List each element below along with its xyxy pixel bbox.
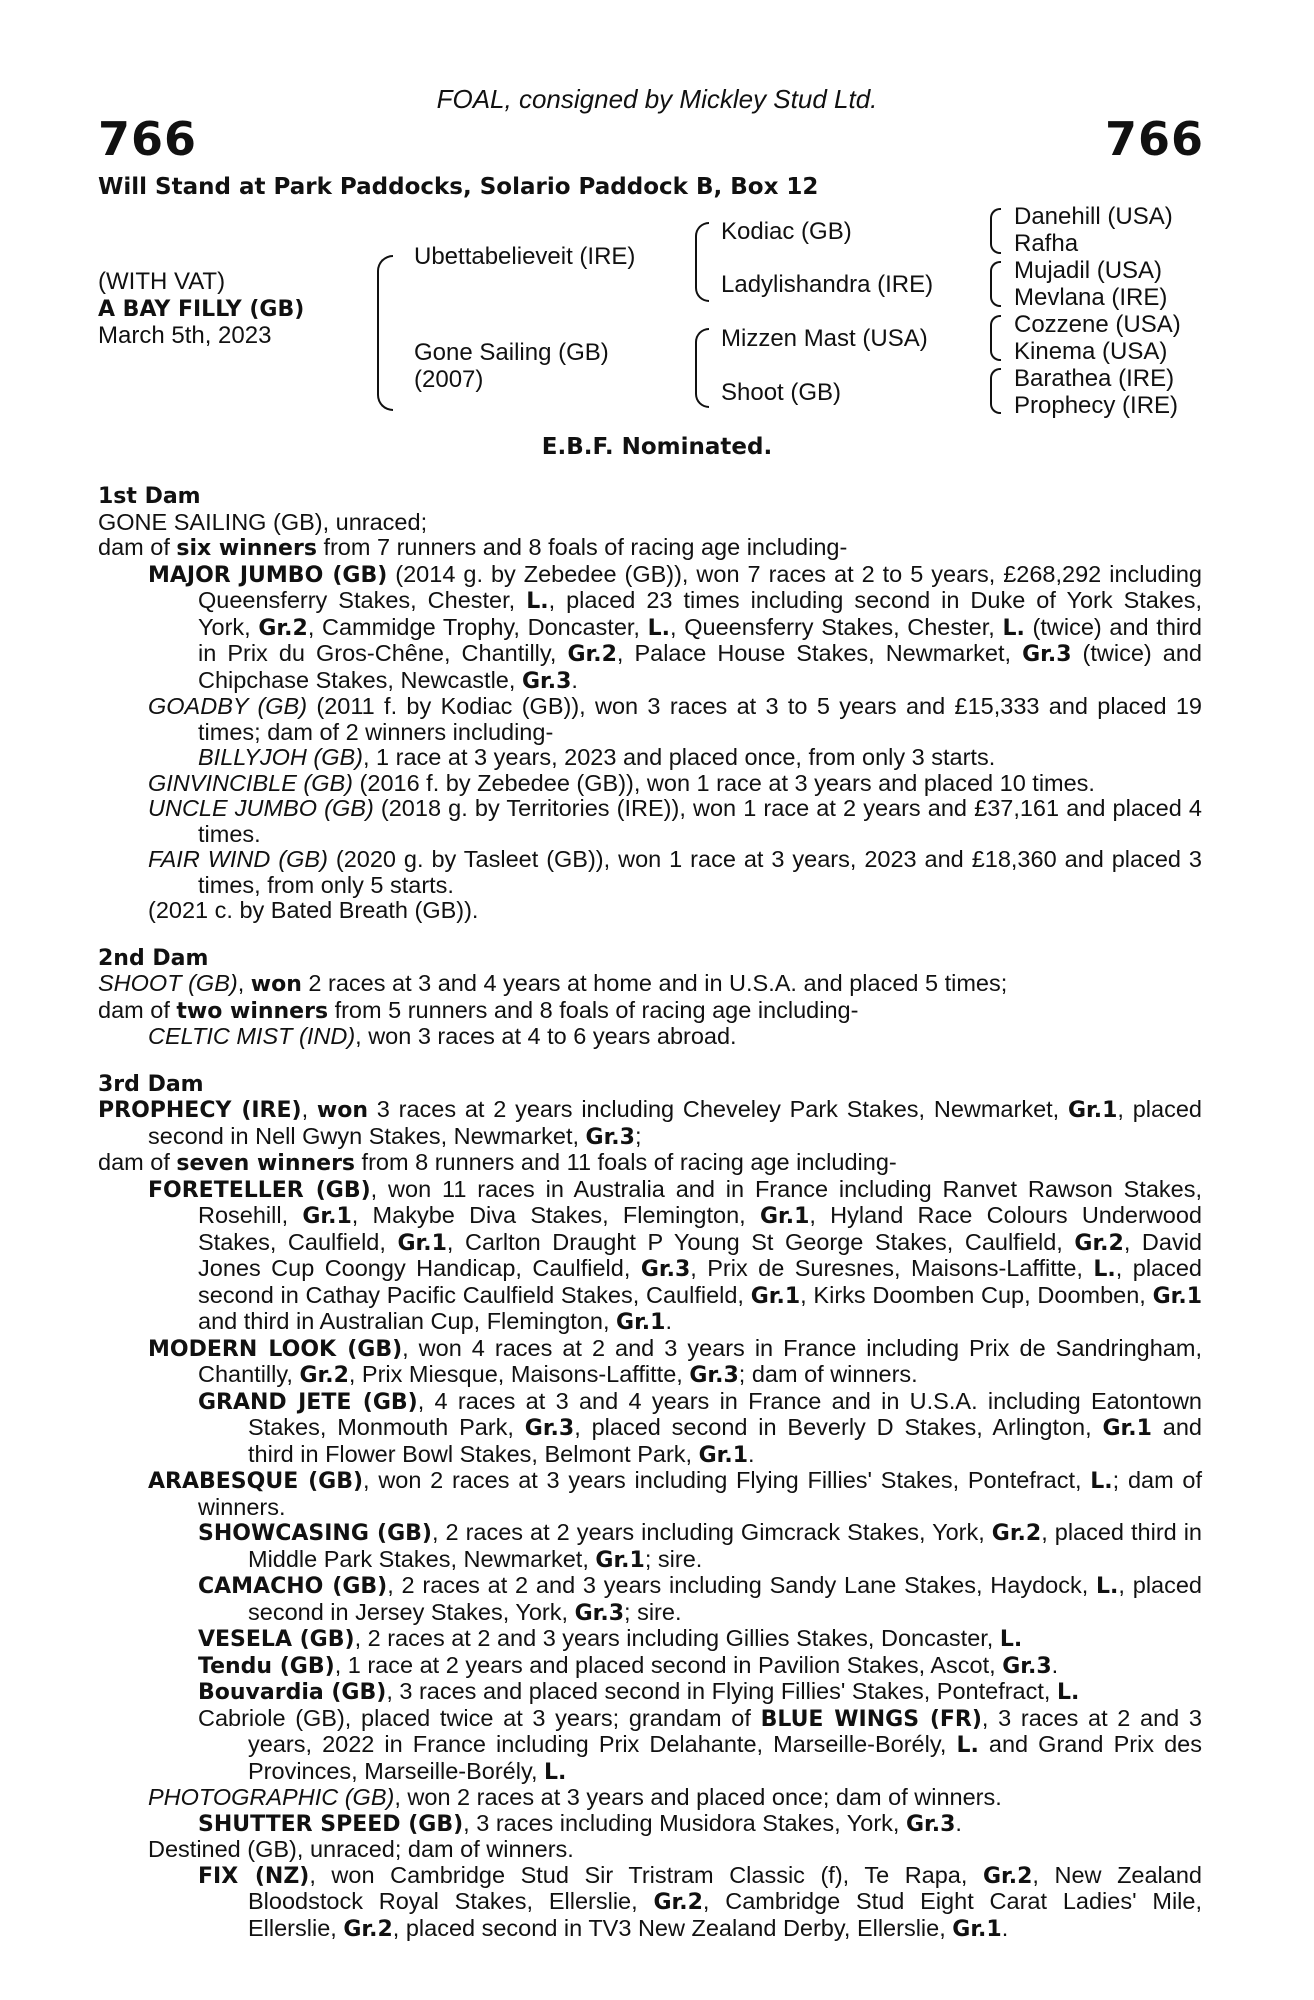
sire-sire-dam: Rafha [1014,230,1079,257]
list-item: Cabriole (GB), placed twice at 3 years; grandam of BLUE WINGS (FR), 3 races at 2 and 3 years, 2022 in France including Prix Delahante, Marseille-Borély, L. and Grand Prix des Provinces, Marseille-Borély, L. [198,1704,1203,1785]
first-dam-line: GONE SAILING (GB), unraced; [98,508,428,535]
horse-name: GRAND JETE (GB) [198,1389,418,1415]
list-item: MAJOR JUMBO (GB) (2014 g. by Zebedee (GB)), won 7 races at 2 to 5 years, £268,292 including Queensferry Stakes, Chester, L., placed 23 times including second in Duke of York Stakes, York, Gr.2, Cammidge Trophy, Doncaster, L., Queensferry Stakes, Chester, L. (twice) and third in Prix du Gros-Chêne, Chantilly, Gr.2, Palace House Stakes, Newmarket, Gr.3 (twice) and Chipchase Stakes, Newcastle, Gr.3. [148,560,1203,694]
horse-name: CELTIC MIST (IND) [148,1023,356,1049]
list-item: (2021 c. by Bated Breath (GB)). [148,897,479,923]
brace-g3-3 [990,315,1001,361]
list-item: BILLYJOH (GB), 1 race at 3 years, 2023 and placed once, from only 3 starts. [198,744,996,770]
foaling-date: March 5th, 2023 [98,322,272,349]
brace-g3-4 [990,368,1001,414]
produce-record [98,484,1202,1942]
brace-generation-1 [377,255,393,411]
list-item: SHUTTER SPEED (GB), 3 races including Musidora Stakes, York, Gr.3. [198,1809,962,1837]
list-item: PHOTOGRAPHIC (GB), won 2 races at 3 years and placed once; dam of winners. [148,1784,1002,1810]
list-item: ARABESQUE (GB), won 2 races at 3 years including Flying Fillies' Stakes, Pontefract, L.; dam of winners. [148,1467,1203,1520]
ebf-nomination: E.B.F. Nominated. [541,434,773,460]
lot-number-left: 766 [98,112,198,166]
horse-name: UNCLE JUMBO (GB) [148,795,374,821]
sire-sire-sire: Danehill (USA) [1014,203,1173,230]
stabling-location: Will Stand at Park Paddocks, Solario Paddock B, Box 12 [98,174,819,200]
list-item: FORETELLER (GB), won 11 races in Australia and in France including Ranvet Rawson Stakes, Rosehill, Gr.1, Makybe Diva Stakes, Flemington, Gr.1, Hyland Race Colours Underwood Stakes, Caulfield, Gr.1, Carlton Draught P Young St George Stakes, Caulfield, Gr.2, David Jones Cup Coongy Handicap, Caulfield, Gr.3, Prix de Suresnes, Maisons-Laffitte, L., placed second in Cathay Pacific Caulfield Stakes, Caulfield, Gr.1, Kirks Doomben Cup, Doomben, Gr.1 and third in Australian Cup, Flemington, Gr.1. [148,1175,1203,1335]
dam-dam-dam: Prophecy (IRE) [1014,392,1179,419]
lot-subject: A BAY FILLY (GB) [98,297,305,322]
list-item: GINVINCIBLE (GB) (2016 f. by Zebedee (GB)), won 1 race at 3 years and placed 10 times. [148,769,1095,796]
dam-year: (2007) [414,366,484,393]
horse-name: Bouvardia (GB) [198,1680,387,1705]
brace-g3-1 [990,208,1001,254]
horse-name: FAIR WIND (GB) [148,846,328,872]
list-item: CAMACHO (GB), 2 races at 2 and 3 years including Sandy Lane Stakes, Haydock, L., placed second in Jersey Stakes, York, Gr.3; sire. [198,1572,1202,1626]
list-item: FAIR WIND (GB) (2020 g. by Tasleet (GB)), won 1 race at 3 years, 2023 and £18,360 and placed 3 times, from only 5 starts. [148,846,1202,898]
dam: Gone Sailing (GB) [414,339,609,366]
horse-name: GOADBY (GB) [148,693,308,719]
vat-note: (WITH VAT) [98,268,226,295]
dam-dam-sire: Barathea (IRE) [1014,365,1175,392]
dam-sire-dam: Kinema (USA) [1014,338,1168,365]
dam-dam: Shoot (GB) [721,379,842,406]
list-item: VESELA (GB), 2 races at 2 and 3 years including Gillies Stakes, Doncaster, L. [198,1625,1023,1652]
dam-sire: Mizzen Mast (USA) [721,325,928,352]
sire: Ubettabelieveit (IRE) [414,243,636,270]
sire-dam: Ladylishandra (IRE) [721,271,934,298]
list-item: CELTIC MIST (IND), won 3 races at 4 to 6 years abroad. [148,1023,737,1049]
horse-name: FORETELLER (GB) [148,1177,371,1203]
list-item: Bouvardia (GB), 3 races and placed second in Flying Fillies' Stakes, Pontefract, L. [198,1678,1080,1705]
horse-name: CAMACHO (GB) [198,1574,388,1599]
list-item: GOADBY (GB) (2011 f. by Kodiac (GB)), won 3 races at 3 to 5 years and £15,333 and placed 19 times; dam of 2 winners including- [148,693,1203,745]
list-item: MODERN LOOK (GB), won 4 races at 2 and 3 years in France including Prix de Sandringham, Chantilly, Gr.2, Prix Miesque, Maisons-Laffitte, Gr.3; dam of winners. [148,1334,1202,1388]
horse-name: MODERN LOOK (GB) [148,1336,403,1362]
horse-name: MAJOR JUMBO (GB) [148,562,388,588]
horse-name: PHOTOGRAPHIC (GB) [148,1784,395,1810]
third-dam-produce-summary: dam of seven winners from 8 runners and 11 foals of racing age including- [98,1149,897,1176]
sire-dam-dam: Mevlana (IRE) [1014,284,1168,311]
second-dam-produce-summary: dam of two winners from 5 runners and 8 foals of racing age including- [98,996,859,1024]
first-dam-heading: 1st Dam [98,484,201,509]
dam-sire-sire: Cozzene (USA) [1014,311,1181,338]
lot-number-right: 766 [1104,112,1204,166]
third-dam-heading: 3rd Dam [98,1071,204,1097]
list-item: Tendu (GB), 1 race at 2 years and placed second in Pavilion Stakes, Ascot, Gr.3. [198,1651,1059,1679]
horse-name: GINVINCIBLE (GB) [148,769,354,796]
sire-sire: Kodiac (GB) [721,218,852,245]
horse-name: SHUTTER SPEED (GB) [198,1811,464,1837]
first-dam-produce-summary: dam of six winners from 7 runners and 8 foals of racing age including- [98,534,848,561]
consignor-line: FOAL, consigned by Mickley Stud Ltd. [436,84,878,114]
horse-name: Tendu (GB) [198,1653,335,1679]
horse-name: ARABESQUE (GB) [148,1469,364,1494]
sire-dam-sire: Mujadil (USA) [1014,257,1163,284]
list-item: GRAND JETE (GB), 4 races at 3 and 4 years in France and in U.S.A. including Eatontown Stakes, Monmouth Park, Gr.3, placed second in Beverly D Stakes, Arlington, Gr.1 and third in Flower Bowl Stakes, Belmont Park, Gr.1. [198,1387,1202,1468]
horse-name: VESELA (GB) [198,1627,355,1652]
brace-sire-line [695,222,709,302]
list-item: UNCLE JUMBO (GB) (2018 g. by Territories (IRE)), won 1 race at 2 years and £37,161 and placed 4 times. [148,795,1202,847]
list-item: SHOWCASING (GB), 2 races at 2 years including Gimcrack Stakes, York, Gr.2, placed third in Middle Park Stakes, Newmarket, Gr.1; sire. [198,1519,1202,1573]
second-dam-heading: 2nd Dam [98,945,209,971]
third-dam-line: PROPHECY (IRE), won 3 races at 2 years including Cheveley Park Stakes, Newmarket, Gr.1, placed second in Nell Gwyn Stakes, Newmarket, Gr.3; [98,1096,1202,1150]
horse-name: FIX (NZ) [198,1863,310,1889]
horse-name: SHOWCASING (GB) [198,1521,432,1546]
second-dam-line: SHOOT (GB), won 2 races at 3 and 4 years at home and in U.S.A. and placed 5 times; [98,970,1008,997]
brace-dam-line [695,328,709,408]
list-item: Destined (GB), unraced; dam of winners. [148,1836,574,1862]
horse-name: BILLYJOH (GB) [198,744,363,770]
brace-g3-2 [990,261,1001,307]
list-item: FIX (NZ), won Cambridge Stud Sir Tristram Classic (f), Te Rapa, Gr.2, New Zealand Bloodstock Royal Stakes, Ellerslie, Gr.2, Cambridge Stud Eight Carat Ladies' Mile, Ellerslie, Gr.2, placed second in TV3 New Zealand Derby, Ellerslie, Gr.1. [198,1861,1202,1942]
